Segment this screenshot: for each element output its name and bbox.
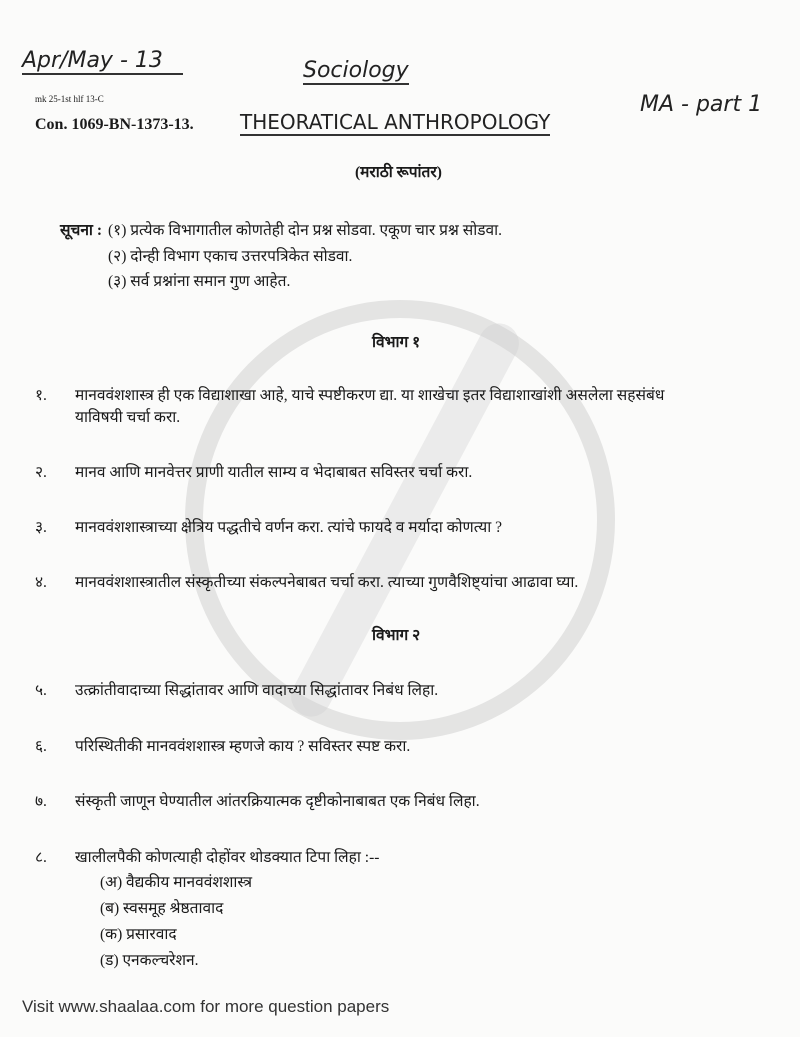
question-number: ७. (35, 793, 47, 810)
footer-link-text[interactable]: Visit www.shaalaa.com for more question papers (22, 997, 390, 1016)
question-text: संस्कृती जाणून घेण्यातील आंतरक्रियात्मक दृष्टीकोनाबाबत एक निबंध लिहा. (75, 793, 480, 810)
question-3 (35, 515, 502, 537)
course-handwritten: MA - part 1 (640, 92, 763, 117)
con-number: Con. 1069-BN-1373-13. (35, 116, 194, 133)
question-number: ४. (35, 574, 47, 591)
subject-handwritten: Sociology (303, 58, 409, 83)
question-number: ६. (35, 738, 47, 755)
question-text: परिस्थितीकी मानववंशशास्त्र म्हणजे काय ? सविस्तर स्पष्ट करा. (75, 738, 411, 755)
question-text: मानव आणि मानवेत्तर प्राणी यातील साम्य व भेदाबाबत सविस्तर चर्चा करा. (75, 464, 473, 481)
question-2 (35, 460, 472, 482)
version-label: (मराठी रूपांतर) (355, 164, 442, 181)
question-text: मानववंशशास्त्रातील संस्कृतीच्या संकल्पनेबाबत चर्चा करा. त्याच्या गुणवैशिष्ट्यांचा आढावा घ्या. (75, 574, 579, 591)
instructions-label: सूचना : (60, 222, 102, 239)
question-8 (35, 845, 379, 867)
question-5 (35, 678, 438, 700)
print-code: mk 25-1st hlf 13-C (35, 94, 104, 104)
question-number: ३. (35, 519, 47, 536)
question-number: ५. (35, 682, 47, 699)
section-2-title: विभाग २ (372, 627, 421, 644)
question-text: उत्क्रांतीवादाच्या सिद्धांतावर आणि वादाच्या सिद्धांतावर निबंध लिहा. (75, 682, 439, 699)
instruction-3: (३) सर्व प्रश्नांना समान गुण आहेत. (107, 273, 291, 290)
question-number: ८. (35, 849, 47, 866)
session-handwritten: Apr/May - 13 (22, 48, 183, 75)
subquestion-b: (ब) स्वसमूह श्रेष्ठतावाद (100, 900, 224, 917)
question-7 (35, 789, 480, 811)
instruction-2: (२) दोन्ही विभाग एकाच उत्तरपत्रिकेत सोडवा. (107, 247, 353, 265)
section-1-title: विभाग १ (372, 334, 421, 351)
question-1-continued: याविषयी चर्चा करा. (75, 409, 181, 426)
subquestion-c: (क) प्रसारवाद (100, 926, 177, 943)
subquestion-a: (अ) वैद्यकीय मानववंशशास्त्र (100, 874, 253, 891)
question-1 (35, 383, 664, 405)
question-6 (35, 734, 410, 756)
instructions-block (60, 218, 502, 295)
question-text: खालीलपैकी कोणत्याही दोहोंवर थोडक्यात टिपा लिहा :-- (75, 849, 380, 866)
question-text: मानववंशशास्त्राच्या क्षेत्रिय पद्धतीचे वर्णन करा. त्यांचे फायदे व मर्यादा कोणत्या ? (75, 519, 502, 536)
instructions-list (108, 218, 502, 295)
question-number: २. (35, 464, 47, 481)
question-text: मानववंशशास्त्र ही एक विद्याशाखा आहे, याचे स्पष्टीकरण द्या. या शाखेचा इतर विद्याशाखांशी असलेला सहसंबंध (75, 387, 665, 404)
question-number: १. (35, 387, 47, 404)
instruction-1: (१) प्रत्येक विभागातील कोणतेही दोन प्रश्न सोडवा. एकूण चार प्रश्न सोडवा. (107, 222, 503, 239)
question-4 (35, 570, 578, 592)
subquestion-d: (ड) एनकल्चरेशन. (100, 952, 199, 969)
paper-title-handwritten: THEORATICAL ANTHROPOLOGY (240, 110, 551, 134)
